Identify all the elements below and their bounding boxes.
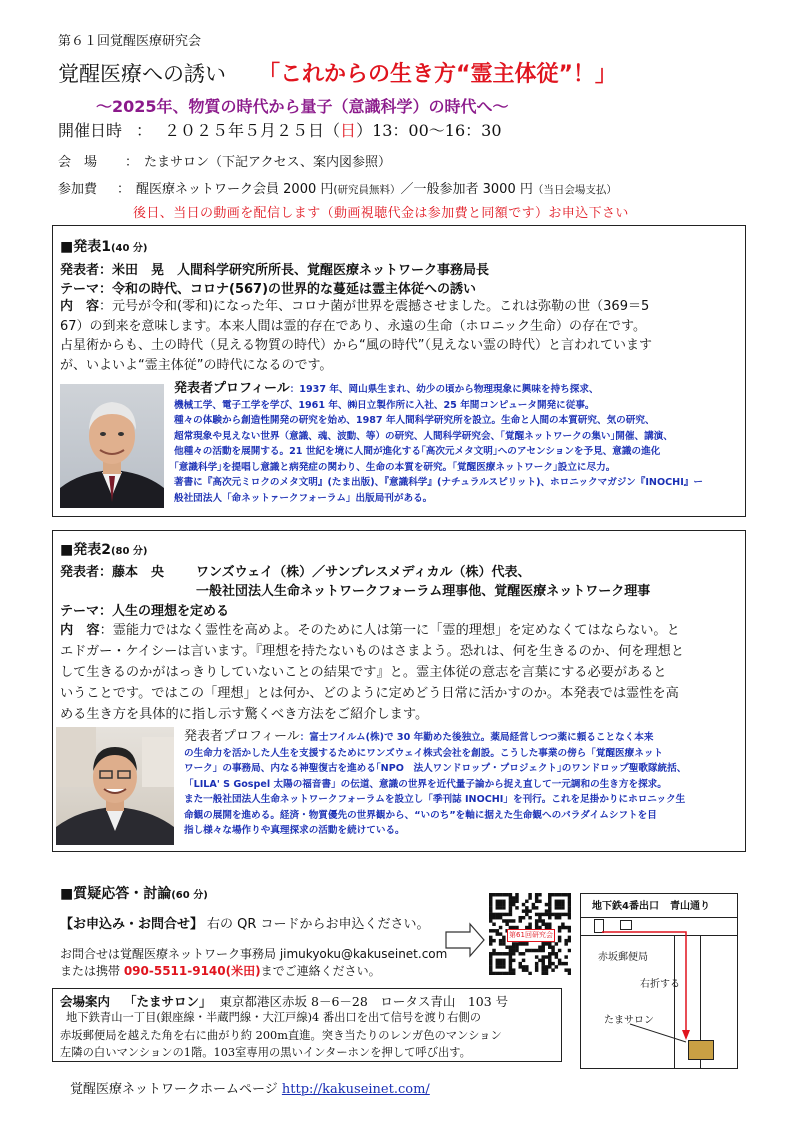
talk1-content-label: 内 容 xyxy=(60,299,100,314)
talk1-heading xyxy=(60,236,148,256)
apply-label: 【お申込み・お問合せ】 xyxy=(60,917,204,932)
contact-email[interactable]: jimukyoku@kakuseinet.com xyxy=(279,947,448,961)
apply-text: 右の QR コードからお申込ください。 xyxy=(207,917,430,932)
venue-label: 会 場 xyxy=(58,155,98,170)
video-notice: 後日、当日の動画を配信します（動画視聴代金は参加費と同額です）お申込下さい xyxy=(133,206,629,221)
footer-text: 覚醒医療ネットワークホームページ xyxy=(70,1082,282,1097)
talk2-heading-text: ■発表2 xyxy=(60,542,111,558)
date-value: ２０２５年５月２５日（ xyxy=(164,121,341,140)
talk1-profile-line: 他種々の活動を展開する。21 世紀を境に人間が進化する｢高次元メタ文明｣へのアセンションを予見、意識の進化 xyxy=(174,446,661,457)
talk2-profile-line: 「LILA' S Gospel 太陽の福音書」の伝道、意識の世界を近代量子論から捉え直して一元調和の生き方を探求。 xyxy=(184,778,667,790)
talk2-profile xyxy=(184,729,744,839)
talk2-heading xyxy=(60,539,148,559)
presenter1-photo xyxy=(60,384,164,508)
presenter1-portrait-icon xyxy=(60,384,164,508)
presenter2-photo xyxy=(56,727,174,845)
talk2-profile-label: 発表者プロフィール xyxy=(184,729,300,744)
talk1-theme-text: ：令和の時代、コロナ(567)の世界的な蔓延は霊主体従への誘い xyxy=(99,282,477,297)
talk2-presenter-name: 藤本 央 xyxy=(112,565,165,580)
talk2-content-label: 内 容 xyxy=(60,623,100,638)
talk1-content-line: 占星術からも、土の時代（見える物質の時代）から“風の時代”（見えない霊の時代）と言われています xyxy=(60,338,652,353)
venue-value: たまサロン（下記アクセス、案内図参照） xyxy=(144,155,392,170)
talk1-profile xyxy=(174,381,744,506)
talk2-theme xyxy=(60,600,229,619)
talk1-profile-line: 機械工学、電子工学を学び、1961 年、㈱日立製作所に入社、25 年間コンピュータ開発に従事。 xyxy=(174,399,595,411)
talk1-profile-line: ：1937 年、岡山県生まれ、幼少の頃から物理現象に興味を持ち探求、 xyxy=(289,384,599,395)
venue-direction-line: 赤坂郵便局を越えた角を右に曲がり約 200m直進。突き当たりのレンガ色のマンション xyxy=(60,1028,502,1042)
venue-direction-line: 地下鉄青山一丁目(銀座線・半蔵門線・大江戸線)4 番出口を出て信号を渡り右側の xyxy=(66,1011,481,1024)
subtitle: ～2025年、物質の時代から量子（意識科学）の時代へ～ xyxy=(96,97,509,116)
talk2-profile-line: ワーク」の事務局、内なる神聖復古を進める｢NPO 法人ワンドロップ・プロジェクト｣のワンドロップ聖歌隊統括、 xyxy=(184,763,687,774)
arrow-right-icon xyxy=(444,920,486,960)
talk2-content-line: める生き方を具体的に指し示す驚くべき方法をご紹介します。 xyxy=(60,707,429,722)
date-colon: ： xyxy=(136,121,153,140)
fee-member: 醒医療ネットワーク会員 2000 円 xyxy=(136,182,334,197)
meeting-number: 第６１回覚醒医療研究会 xyxy=(58,34,202,49)
qa-heading xyxy=(60,883,208,903)
talk2-content-line: して生きるのかがはっきりしていないことの結果です』と。霊主体従の意志を言葉にする必要があると xyxy=(60,665,667,680)
venue-name: 「たまサロン」 xyxy=(124,994,212,1009)
presenter2-portrait-icon xyxy=(56,727,174,845)
talk2-profile-line: ：富士フイルム(株)で 30 年勤めた後独立。薬局経営しつつ薬に頼ることなく本来 xyxy=(299,732,654,743)
fee-colon: ： xyxy=(117,182,131,197)
talk1-profile-line: 般社団法人「命ネットァークフォーラム」出版局刊がある。 xyxy=(174,492,433,504)
date-label: 開催日時 xyxy=(58,121,123,140)
qa-duration: (60 分) xyxy=(171,890,208,901)
phone-number[interactable]: 090-5511-9140(米田) xyxy=(123,964,261,978)
page-title: 「これからの生き方“霊主体従”！」 xyxy=(258,62,617,87)
phone-prefix: または携帯 xyxy=(60,964,124,978)
talk1-presenter-text: 米田 晃 人間科学研究所所長、覚醒医療ネットワーク事務局長 xyxy=(112,263,490,278)
talk1-content xyxy=(60,297,744,375)
phone-suffix: までご連絡ください。 xyxy=(260,964,381,978)
talk2-profile-line: 命観の展開を進める。経済・物質優先の世界観から、“いのち”を軸に据えた生命観へのパラダイムシフトを目 xyxy=(184,809,657,821)
venue-row xyxy=(58,151,391,170)
venue-colon: ： xyxy=(125,155,139,170)
talk2-presenter-line1: ワンズウェイ（株）／サンプレスメディカル（株）代表、 xyxy=(196,565,531,580)
talk1-theme-label: テーマ xyxy=(60,282,100,297)
talk2-presenter-label: 発表者： xyxy=(60,565,113,580)
talk1-content-line: ：元号が令和(零和)になった年、コロナ菌が世界を震撼させました。これは弥勒の世（369＝5 xyxy=(99,299,650,314)
title-prefix: 覚醒医療への誘い xyxy=(58,62,226,86)
map-pointer-line-icon xyxy=(628,1022,688,1046)
date-day: 日 xyxy=(340,121,357,140)
map-exit-label: 地下鉄4番出口 xyxy=(592,901,659,912)
talk2-content-line: ：霊能力ではなく霊性を高めよ。そのために人は第一に「霊的理想」を定めなくてはならない。と xyxy=(99,623,680,638)
talk1-heading-text: ■発表1 xyxy=(60,239,111,255)
date-time: ）13：00～16：30 xyxy=(356,121,502,140)
map-salon-label: たまサロン xyxy=(604,1015,654,1026)
talk2-presenter xyxy=(60,561,164,580)
talk1-profile-line: 著書に『高次元ミロクのメタ文明』(たま出版)、『意識科学』(ナチュラルスピリット)、ホロニックマガジン『INOCHI』ー xyxy=(174,477,703,488)
venue-address: 東京都港区赤坂 8－6－28 ロータス青山 103 号 xyxy=(219,994,509,1009)
talk1-profile-line: 超常現象や見えない世界（意識、魂、波動、等）の研究、人間科学研究会、｢覚醒ネットワークの集い｣開催、講演、 xyxy=(174,430,673,442)
apply-row xyxy=(60,913,430,932)
talk1-presenter xyxy=(60,259,489,278)
venue-directions xyxy=(60,1009,502,1062)
talk1-profile-line: ｢意識科学｣を提唱し意識と病発症の関わり、生命の本質を研究。｢覚醒医療ネットワーク｣設立に尽力。 xyxy=(174,461,616,473)
talk1-content-line: が、いよいよ“霊主体従”の時代になるのです。 xyxy=(60,357,333,373)
talk1-profile-label: 発表者プロフィール xyxy=(174,381,290,396)
talk2-content-line: エドガー・ケイシーは言います。『理想を持たないものはさまよう。恐れは、何を生きるのか、何を理想と xyxy=(60,644,685,659)
talk1-content-line: 67）の到来を意味します。本来人間は霊的存在であり、永遠の生命（ホロニック生命）の存在です。 xyxy=(60,318,646,334)
map-post-office-label: 赤坂郵便局 xyxy=(598,952,648,963)
talk1-theme xyxy=(60,278,476,297)
qr-code[interactable] xyxy=(489,893,571,975)
contact-prefix: お問合せは覚醒医療ネットワーク事務局 xyxy=(60,947,280,961)
fee-label: 参加費 xyxy=(58,182,98,197)
qr-center-label: 第61回研究会 xyxy=(507,929,555,942)
talk1-profile-line: 種々の体験から創造性開発の研究を始め、1987 年人間科学研究所を設立。生命と人間の本質研究、気の研究、 xyxy=(174,415,655,426)
footer xyxy=(70,1078,430,1097)
talk2-profile-line: また一般社団法人生命ネットワークフォーラムを設立し「季刊誌 INOCHI」を刊行。これを足掛かりにホロニック生 xyxy=(184,794,686,805)
venue-label: 会場案内 xyxy=(60,994,111,1009)
talk2-profile-line: 指し様々な場作りや真理探求の活動を続けている。 xyxy=(184,825,405,836)
talk2-theme-text: ：人生の理想を定める xyxy=(99,604,230,619)
map-salon-marker xyxy=(688,1040,714,1060)
talk2-theme-label: テーマ xyxy=(60,604,100,619)
qa-heading-text: ■質疑応答・討論 xyxy=(60,886,172,902)
homepage-link[interactable]: http://kakuseinet.com/ xyxy=(281,1082,430,1097)
phone-row xyxy=(60,962,381,979)
fee-note-1: (研究員無料） xyxy=(333,184,401,196)
venue-direction-line: 左隣の白いマンションの1階。103室専用の黒いインターホンを押して呼び出す。 xyxy=(60,1046,471,1059)
venue-header xyxy=(60,992,508,1010)
talk2-duration: (80 分) xyxy=(110,546,148,557)
map-street-label: 青山通り xyxy=(670,901,710,912)
fee-general: ／一般参加者 3000 円 xyxy=(400,182,533,197)
talk2-presenter-line2: 一般社団法人生命ネットワークフォーラム理事他、覚醒医療ネットワーク理事 xyxy=(196,584,651,599)
talk1-presenter-label: 発表者： xyxy=(60,263,113,278)
fee-row xyxy=(58,178,617,197)
talk1-duration: (40 分) xyxy=(110,243,148,254)
fee-note-2: （当日会場支払） xyxy=(532,184,617,196)
talk2-profile-line: の生命力を活かした人生を支援するためにワンズウェイ株式会社を創設。こうした事業の傍ら「覚醒医療ネット xyxy=(184,747,664,759)
contact-row xyxy=(60,945,447,962)
date-row xyxy=(58,118,502,141)
map-street-line xyxy=(580,917,738,918)
map-turn-label: 右折する xyxy=(640,979,680,990)
talk2-content-line: いうことです。ではこの「理想」とは何か、どのように定めどう日常に活かすのか。本発表では霊性を高 xyxy=(60,686,679,701)
talk2-content xyxy=(60,620,744,725)
